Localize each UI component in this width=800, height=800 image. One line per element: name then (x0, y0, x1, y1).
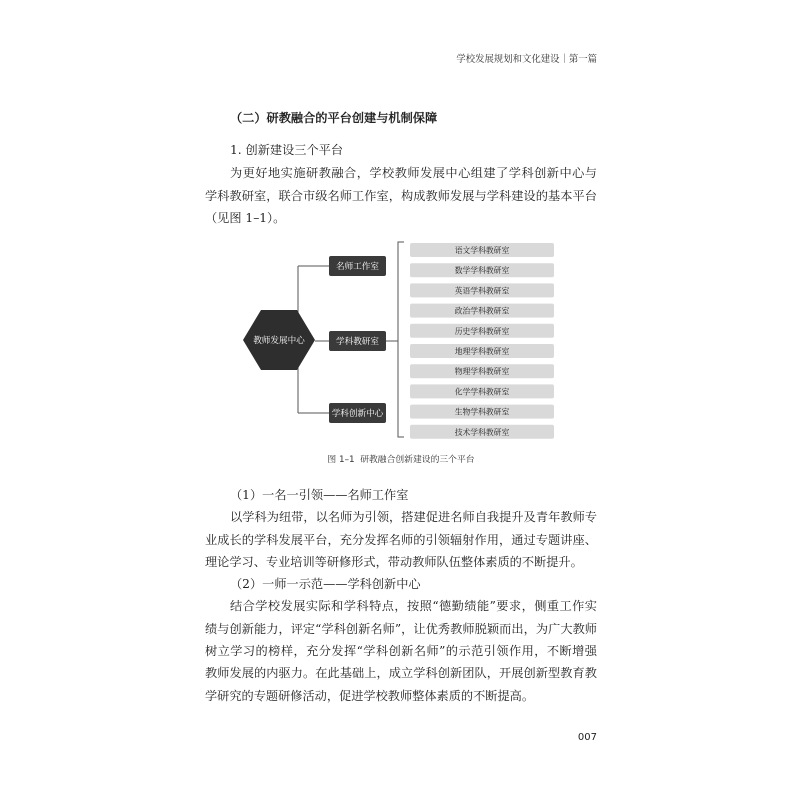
text-line: 绩与创新能力，评定“学科创新名师”，让优秀教师脱颖而出，为广大教师 (205, 621, 597, 636)
section-title: （二）研教融合的平台创建与机制保障 (230, 111, 438, 125)
text-line: 结合学校发展实际和学科特点，按照“德勤绩能”要求，侧重工作实 (230, 599, 597, 614)
subject-office-label: 英语学科教研室 (454, 286, 510, 296)
running-header: 学校发展规划和文化建设｜第一篇 (456, 54, 597, 65)
subject-office-label: 地理学科教研室 (454, 347, 510, 356)
text-line: 以学科为纽带，以名师为引领，搭建促进名师自我提升及青年教师专 (230, 510, 597, 525)
page-number: 007 (577, 732, 597, 743)
text-line: 学研究的专题研修活动，促进学校教师整体素质的不断提高。 (205, 688, 535, 703)
text-line: 理论学习、专业培训等研修形式，带动教师队伍整体素质的不断提升。 (205, 554, 583, 569)
bracket (398, 242, 404, 437)
subject-office-label: 语文学科教研室 (454, 246, 510, 255)
figure-caption: 图 1–1 研教融合创新建设的三个平台 (327, 455, 475, 465)
subsection-title: 1. 创新建设三个平台 (230, 143, 344, 157)
subject-office-label: 化学学科教研室 (454, 387, 510, 397)
intro-paragraph (205, 162, 597, 230)
subject-office-label: 生物学科教研室 (454, 407, 510, 417)
node-label: 学科教研室 (336, 337, 379, 347)
node-label: 学科创新中心 (331, 409, 384, 419)
subject-office-label: 技术学科教研室 (454, 427, 510, 437)
text-line: 业成长的学科发展平台，充分发挥名师的引领辐射作用，通过专题讲座、 (205, 532, 597, 547)
text-line: 教师发展的内驱力。在此基础上，成立学科创新团队，开展创新型教育教 (205, 666, 597, 681)
text-line: （见图 1–1）。 (205, 211, 286, 225)
text-line: 树立学习的榜样，充分发挥“学科创新名师”的示范引领作用，不断增强 (205, 644, 597, 659)
subject-office-label: 政治学科教研室 (454, 306, 510, 316)
items-section (205, 484, 597, 707)
node-label: 名师工作室 (336, 262, 379, 272)
item-title: （1）一名一引领——名师工作室 (230, 488, 409, 502)
subject-office-label: 数学学科教研室 (454, 266, 510, 276)
text-line: 为更好地实施研教融合，学校教师发展中心组建了学科创新中心与 (230, 166, 597, 180)
subject-office-label: 物理学科教研室 (454, 367, 510, 377)
item-title: （2）一师一示范——学科创新中心 (230, 577, 421, 592)
text-line: 学科教研室，联合市级名师工作室，构成教师发展与学科建设的基本平台 (205, 188, 597, 203)
center-node-label: 教师发展中心 (253, 336, 305, 346)
subject-office-label: 历史学科教研室 (454, 326, 510, 336)
platform-diagram (235, 235, 565, 445)
